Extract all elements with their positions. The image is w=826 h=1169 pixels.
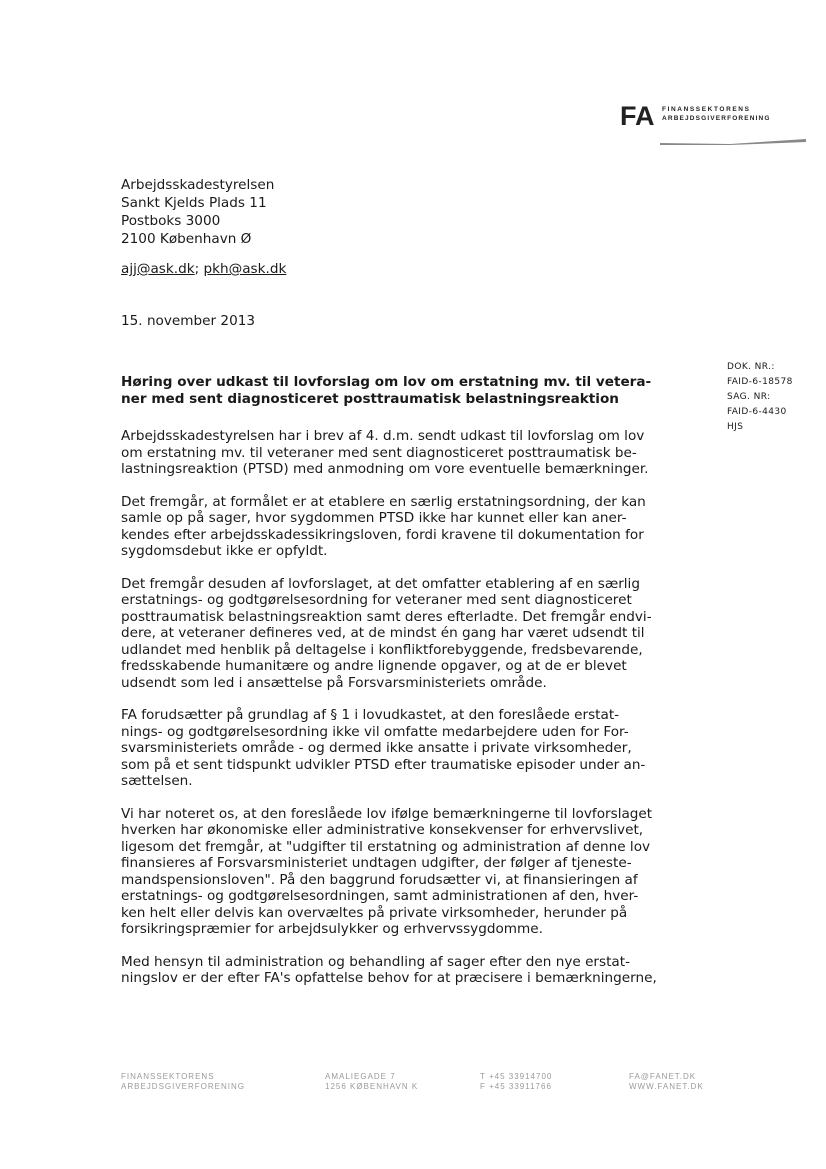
paragraph (121, 494, 681, 560)
subject-line: Høring over udkast til lovforslag om lov om erstatning mv. til vetera- (121, 374, 652, 390)
body-line: hverken har økonomiske eller administrative konsekvenser for erhvervslivet, (121, 822, 644, 838)
body-line: fredsskabende humanitære og andre lignende opgaver, og at de er blevet (121, 658, 627, 674)
footer-line: T +45 33914700 (480, 1072, 553, 1081)
paragraph (121, 806, 681, 938)
body-line: ligesom det fremgår, at "udgifter til erstatning og administration af denne lov (121, 838, 651, 855)
body-line: udsendt som led i ansættelse på Forsvarsministeriets område. (121, 674, 547, 691)
body-line: Vi har noteret os, at den foreslåede lov ifølge bemærkningerne til lovforslaget (121, 805, 653, 822)
body-line: Arbejdsskadestyrelsen har i brev af 4. d.m. sendt udkast til lovforslag om lov (121, 428, 645, 444)
subject-line: ner med sent diagnosticeret posttraumatisk belastningsreaktion (121, 391, 619, 407)
address-line: Arbejdsskadestyrelsen (121, 177, 275, 193)
body-line: udlandet med henblik på deltagelse i konfliktforebyggende, fredsbevarende, (121, 641, 643, 658)
footer-line: AMALIEGADE 7 (325, 1072, 396, 1081)
meta-line: FAID-6-18578 (727, 377, 793, 387)
paragraph (121, 954, 681, 987)
letter-body (121, 428, 681, 1003)
paragraph (121, 707, 681, 790)
body-line: Det fremgår, at formålet er at etablere en særlig erstatningsordning, der kan (121, 493, 646, 510)
page-footer (0, 1072, 826, 1094)
paragraph (121, 576, 681, 692)
meta-line: FAID-6-4430 (727, 407, 787, 417)
body-line: FA forudsætter på grundlag af § 1 i lovudkastet, at den foreslåede erstat- (121, 707, 620, 723)
logo-line-2: ARBEJDSGIVERFORENING (662, 115, 771, 122)
body-line: posttraumatisk belastningsreaktion samt deres efterladte. Det fremgår endvi- (121, 608, 652, 625)
body-line: nings- og godtgørelsesordning ikke vil omfatte medarbejdere uden for For- (121, 723, 629, 740)
body-line: Det fremgår desuden af lovforslaget, at det omfatter etablering af en særlig (121, 575, 640, 592)
body-line: om erstatning mv. til veteraner med sent diagnosticeret posttraumatisk be- (121, 444, 637, 461)
meta-line: DOK. NR.: (727, 362, 775, 372)
document-reference (727, 360, 793, 435)
body-line: ken helt eller delvis kan overvæltes på private virksomheder, herunder på (121, 904, 628, 921)
letter-subject (121, 374, 681, 408)
body-line: dere, at veteraner defineres ved, at de mindst én gang har været udsendt til (121, 625, 645, 641)
footer-link[interactable]: WWW.FANET.DK (629, 1082, 704, 1091)
logo-mark: FA (620, 101, 655, 131)
footer-org (121, 1072, 245, 1092)
address-line: Postboks 3000 (121, 213, 221, 229)
body-line: mandspensionsloven". På den baggrund forudsætter vi, at finansieringen af (121, 871, 638, 888)
body-line: sygdomsdebut ikke er opfyldt. (121, 543, 328, 559)
logo-line-1: FINANSSEKTORENS (662, 106, 751, 113)
meta-line: HJS (727, 422, 744, 432)
body-line: finansieres af Forsvarsministeriet undtagen udgifter, der følger af tjeneste- (121, 855, 632, 871)
letter-date: 15. november 2013 (121, 313, 256, 329)
body-line: lastningsreaktion (PTSD) med anmodning om vore eventuelle bemærkninger. (121, 461, 649, 477)
footer-line: FINANSSEKTORENS (121, 1072, 215, 1081)
body-line: samle op på sager, hvor sygdommen PTSD ikke har kunnet eller kan aner- (121, 510, 627, 526)
body-line: erstatnings- og godtgørelsesordningen, samt administrationen af den, hver- (121, 888, 639, 904)
paragraph (121, 428, 681, 478)
footer-line: 1256 KØBENHAVN K (325, 1082, 419, 1091)
footer-link[interactable]: FA@FANET.DK (629, 1072, 697, 1081)
body-line: erstatnings- og godtgørelsesordning for veteraner med sent diagnosticeret (121, 592, 632, 608)
body-line: svarsministeriets område - og dermed ikke ansatte i private virksomheder, (121, 740, 632, 756)
footer-line: ARBEJDSGIVERFORENING (121, 1082, 246, 1091)
recipient-address (121, 176, 274, 248)
email-separator: ; (194, 261, 204, 277)
footer-phone (480, 1072, 552, 1092)
footer-address (325, 1072, 418, 1092)
recipient-emails (121, 260, 286, 278)
address-line: Sankt Kjelds Plads 11 (121, 195, 267, 211)
body-line: kendes efter arbejdsskadessikringsloven, fordi kravene til dokumentation for (121, 526, 644, 543)
body-line: forsikringspræmier for arbejdsulykker og erhvervssygdomme. (121, 921, 543, 937)
fa-logo (620, 103, 806, 148)
address-line: 2100 København Ø (121, 231, 252, 247)
body-line: ningslov er der efter FA's opfattelse behov for at præcisere i bemærkningerne, (121, 970, 657, 986)
email-link-2[interactable]: pkh@ask.dk (203, 261, 287, 277)
body-line: sættelsen. (121, 773, 193, 789)
email-link-1[interactable]: ajj@ask.dk (121, 261, 195, 277)
meta-line: SAG. NR: (727, 392, 771, 402)
footer-web (629, 1072, 704, 1092)
footer-line: F +45 33911766 (480, 1082, 552, 1091)
body-line: Med hensyn til administration og behandling af sager efter den nye erstat- (121, 953, 631, 970)
logo-swoosh-icon (660, 139, 806, 145)
body-line: som på et sent tidspunkt udvikler PTSD efter traumatiske episoder under an- (121, 756, 646, 773)
